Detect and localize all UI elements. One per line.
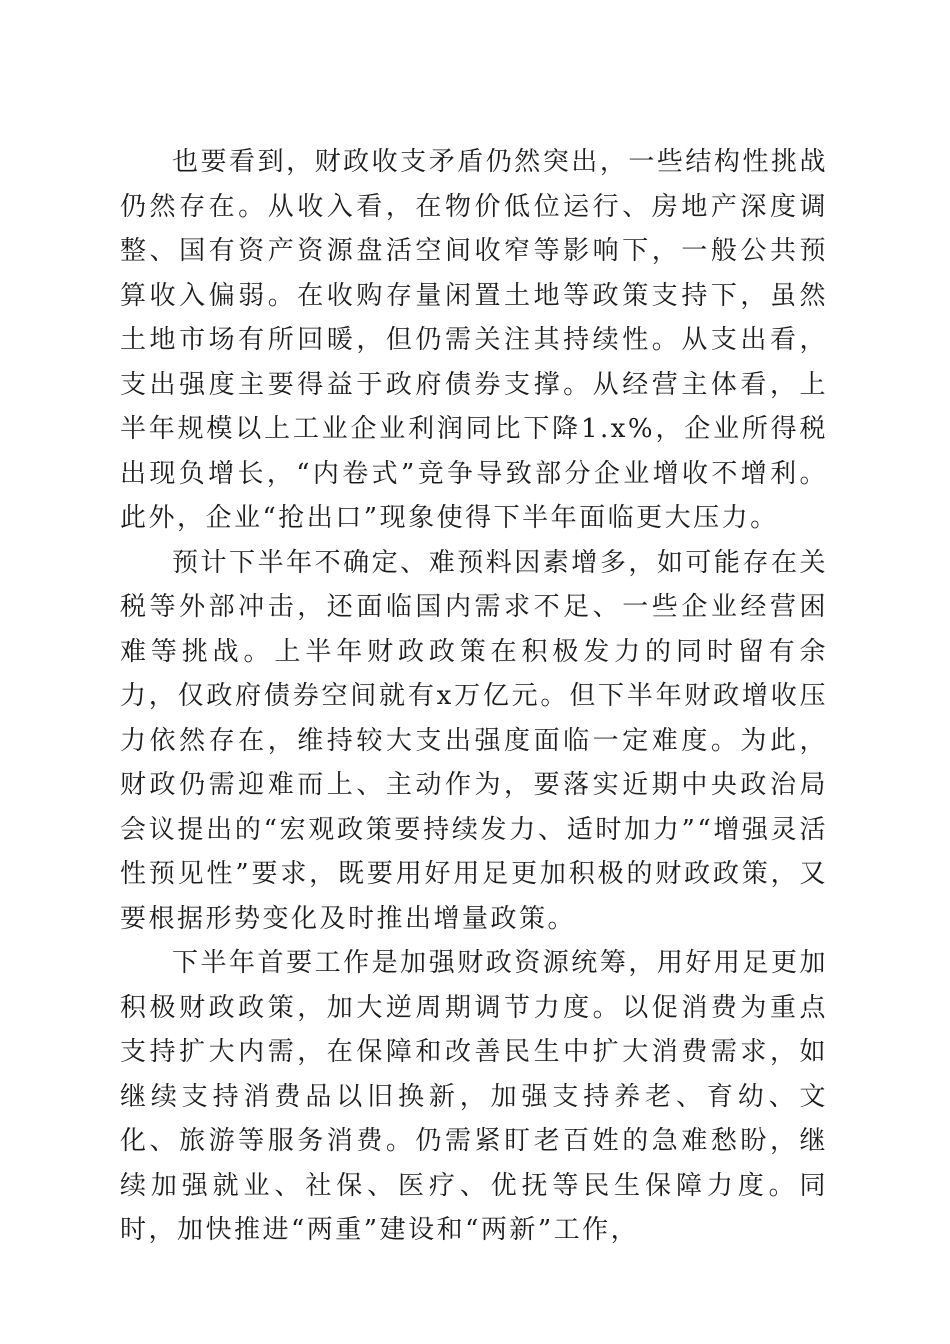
- paragraph-second-half-outlook: 预计下半年不确定、难预料因素增多，如可能存在关税等外部冲击，还面临国内需求不足、一些企业经营困难等挑战。上半年财政政策在积极发力的同时留有余力，仅政府债券空间就有x万亿元。但下半年财政增收压力依然存在，维持较大支出强度面临一定难度。为此，财政仍需迎难而上、主动作为，要落实近期中央政治局会议提出的“宏观政策要持续发力、适时加力”“增强灵活性预见性”要求，既要用好用足更加积极的财政政策，又要根据形势变化及时推出增量政策。: [120, 547, 828, 934]
- paragraph-priority-work: 下半年首要工作是加强财政资源统筹，用好用足更加积极财政政策，加大逆周期调节力度。以促消费为重点支持扩大内需，在保障和改善民生中扩大消费需求，如继续支持消费品以旧换新，加强支持养老、育幼、文化、旅游等服务消费。仍需紧盯老百姓的急难愁盼，继续加强就业、社保、医疗、优抚等民生保障力度。同时，加快推进“两重”建设和“两新”工作，: [120, 948, 828, 1245]
- document-body: [120, 140, 828, 1253]
- paragraph-fiscal-challenges: 也要看到，财政收支矛盾仍然突出，一些结构性挑战仍然存在。从收入看，在物价低位运行、房地产深度调整、国有资产资源盘活空间收窄等影响下，一般公共预算收入偏弱。在收购存量闲置土地等政策支持下，虽然土地市场有所回暖，但仍需关注其持续性。从支出看，支出强度主要得益于政府债券支撑。从经营主体看，上半年规模以上工业企业利润同比下降1.x%，企业所得税出现负增长，“内卷式”竞争导致部分企业增收不增利。此外，企业“抢出口”现象使得下半年面临更大压力。: [120, 147, 828, 533]
